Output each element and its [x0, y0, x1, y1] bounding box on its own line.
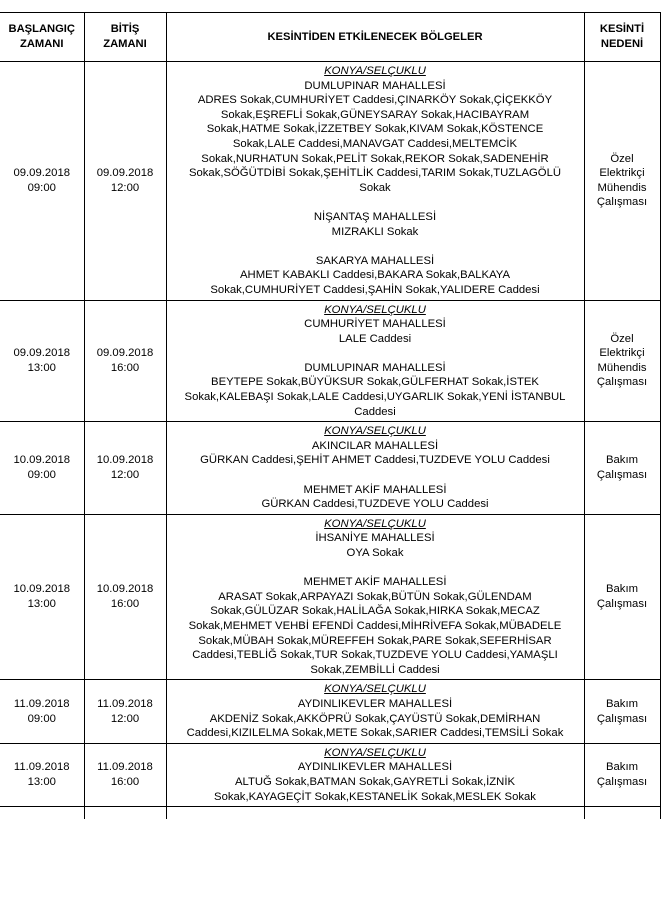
end-time-cell: 09.09.2018 16:00	[84, 300, 166, 422]
header-end-time: BİTİŞ ZAMANI	[84, 13, 166, 62]
region-line: AYDINLIKEVLER MAHALLESİ	[297, 761, 453, 774]
spacer	[170, 346, 581, 361]
region-line: Sokak,EŞREFLİ Sokak,GÜNEYSARAY Sokak,HACIBAYRAM	[220, 108, 530, 121]
province-label: KONYA/SELÇUKLU	[324, 65, 426, 77]
region-line: Sokak,KALEBAŞI Sokak,LALE Caddesi,UYGARLIK Sokak,YENİ İSTANBUL	[184, 391, 566, 404]
region-line: Sokak,KAYAGEÇİT Sokak,KESTANELİK Sokak,MESLEK Sokak	[214, 790, 536, 803]
region-line: Sokak,MEHMET VEHBİ EFENDİ Caddesi,MİHRİVEFA Sokak,MÜBADELE	[188, 619, 562, 632]
region-line: MEHMET AKİF MAHALLESİ	[303, 576, 447, 589]
region-line: Sokak,MÜBAH Sokak,MÜREFFEH Sokak,PARE Sokak,SEFERHİSAR	[198, 634, 552, 647]
table-row	[0, 422, 660, 515]
region-line: AKINCILAR MAHALLESİ	[311, 439, 439, 452]
regions-cell	[166, 62, 584, 301]
start-time-cell: 10.09.2018 09:00	[0, 422, 84, 515]
table-row	[0, 680, 660, 743]
start-time-cell: 10.09.2018 13:00	[0, 514, 84, 680]
table-row	[0, 743, 660, 806]
region-line: Sokak,CUMHURİYET Caddesi,ŞAHİN Sokak,YALIDERE Caddesi	[210, 283, 540, 296]
region-line: ALTUĞ Sokak,BATMAN Sokak,GAYRETLİ Sokak,İZNİK	[235, 775, 515, 788]
reason-cell: Bakım Çalışması	[584, 743, 660, 806]
region-line: AHMET KABAKLI Caddesi,BAKARA Sokak,BALKAYA	[240, 269, 510, 282]
province-label: KONYA/SELÇUKLU	[324, 425, 426, 438]
spacer	[170, 195, 581, 210]
header-row	[0, 13, 660, 62]
reason-cell: Bakım Çalışması	[584, 422, 660, 515]
province-label: KONYA/SELÇUKLU	[324, 683, 426, 696]
end-time-cell: 10.09.2018 16:00	[84, 514, 166, 680]
start-time-cell: 11.09.2018 13:00	[0, 743, 84, 806]
region-line: Sokak	[359, 181, 391, 194]
region-line: BEYTEPE Sokak,BÜYÜKSUR Sokak,GÜLFERHAT Sokak,İSTEK	[211, 376, 539, 389]
region-line: SAKARYA MAHALLESİ	[315, 254, 435, 267]
reason-cell: Özel Elektrikçi Mühendis Çalışması	[584, 300, 660, 422]
region-line: Sokak,LALE Caddesi,MANAVGAT Caddesi,MELTEMCİK	[232, 137, 518, 150]
end-time-cell: 11.09.2018 12:00	[84, 680, 166, 743]
region-line: Sokak,ZEMBİLLİ Caddesi	[310, 663, 440, 676]
table-row	[0, 300, 660, 422]
region-line: Sokak,HATME Sokak,İZZETBEY Sokak,KIVAM Sokak,KÖSTENCE	[206, 123, 544, 136]
start-time-cell: 09.09.2018 09:00	[0, 62, 84, 301]
region-line: Sokak,GÜLÜZAR Sokak,HALİLAĞA Sokak,HIRKA Sokak,MECAZ	[210, 605, 540, 618]
regions-cell	[166, 422, 584, 515]
region-line: CUMHURİYET MAHALLESİ	[304, 318, 446, 331]
region-line: Sokak,NURHATUN Sokak,PELİT Sokak,REKOR Sokak,SADENEHİR	[201, 152, 549, 165]
region-line: AKDENİZ Sokak,AKKÖPRÜ Sokak,ÇAYÜSTÜ Sokak,DEMİRHAN	[209, 712, 541, 725]
region-line: AYDINLIKEVLER MAHALLESİ	[297, 697, 453, 710]
end-time-cell: 09.09.2018 12:00	[84, 62, 166, 301]
reason-cell: Özel Elektrikçi Mühendis Çalışması	[584, 62, 660, 301]
regions-cell	[166, 743, 584, 806]
end-time-cell: 11.09.2018 16:00	[84, 743, 166, 806]
region-line: OYA Sokak	[346, 547, 404, 559]
spacer	[170, 468, 581, 483]
region-line: MIZRAKLI Sokak	[331, 225, 419, 238]
region-line: MEHMET AKİF MAHALLESİ	[303, 483, 447, 496]
empty-cell	[0, 807, 84, 820]
table-row	[0, 514, 660, 680]
region-line: Caddesi,KIZILELMA Sokak,METE Sokak,SARIER Caddesi,TEMSİLİ Sokak	[186, 727, 564, 740]
region-line: LALE Caddesi	[338, 332, 412, 345]
spacer	[170, 561, 581, 576]
empty-cell	[84, 807, 166, 820]
start-time-cell: 09.09.2018 13:00	[0, 300, 84, 422]
end-time-cell: 10.09.2018 12:00	[84, 422, 166, 515]
header-start-time: BAŞLANGIÇ ZAMANI	[0, 13, 84, 62]
regions-cell	[166, 680, 584, 743]
region-line: GÜRKAN Caddesi,TUZDEVE YOLU Caddesi	[261, 498, 489, 511]
region-line: DUMLUPINAR MAHALLESİ	[304, 79, 446, 92]
province-label: KONYA/SELÇUKLU	[324, 517, 426, 530]
region-line: ADRES Sokak,CUMHURİYET Caddesi,ÇINARKÖY Sokak,ÇİÇEKKÖY	[197, 94, 553, 107]
region-line: NİŞANTAŞ MAHALLESİ	[313, 210, 437, 223]
region-line: Caddesi	[354, 405, 396, 418]
outage-table	[0, 12, 661, 819]
region-line: Sokak,SÖĞÜTDİBİ Sokak,ŞEHİTLİK Caddesi,TARIM Sokak,TUZLAGÖLÜ	[188, 167, 562, 180]
regions-cell	[166, 300, 584, 422]
region-line: DUMLUPINAR MAHALLESİ	[304, 361, 446, 374]
table-body	[0, 62, 660, 820]
spacer	[170, 239, 581, 254]
region-line: Caddesi,TEBLİĞ Sokak,TUR Sokak,TUZDEVE YOLU Caddesi,YAMAŞLI	[192, 649, 558, 662]
region-line: ARASAT Sokak,ARPAYAZI Sokak,BÜTÜN Sokak,GÜLENDAM	[218, 590, 532, 603]
empty-cell	[166, 807, 584, 820]
header-regions: KESİNTİDEN ETKİLENECEK BÖLGELER	[166, 13, 584, 62]
regions-cell	[166, 514, 584, 680]
province-label: KONYA/SELÇUKLU	[324, 746, 426, 759]
province-label: KONYA/SELÇUKLU	[324, 303, 426, 316]
region-line: GÜRKAN Caddesi,ŞEHİT AHMET Caddesi,TUZDEVE YOLU Caddesi	[200, 454, 550, 467]
continuation-row	[0, 807, 660, 820]
reason-cell: Bakım Çalışması	[584, 680, 660, 743]
start-time-cell: 11.09.2018 09:00	[0, 680, 84, 743]
region-line: İHSANİYE MAHALLESİ	[315, 532, 435, 545]
header-reason: KESİNTİ NEDENİ	[584, 13, 660, 62]
reason-cell: Bakım Çalışması	[584, 514, 660, 680]
empty-cell	[584, 807, 660, 820]
table-row	[0, 62, 660, 301]
